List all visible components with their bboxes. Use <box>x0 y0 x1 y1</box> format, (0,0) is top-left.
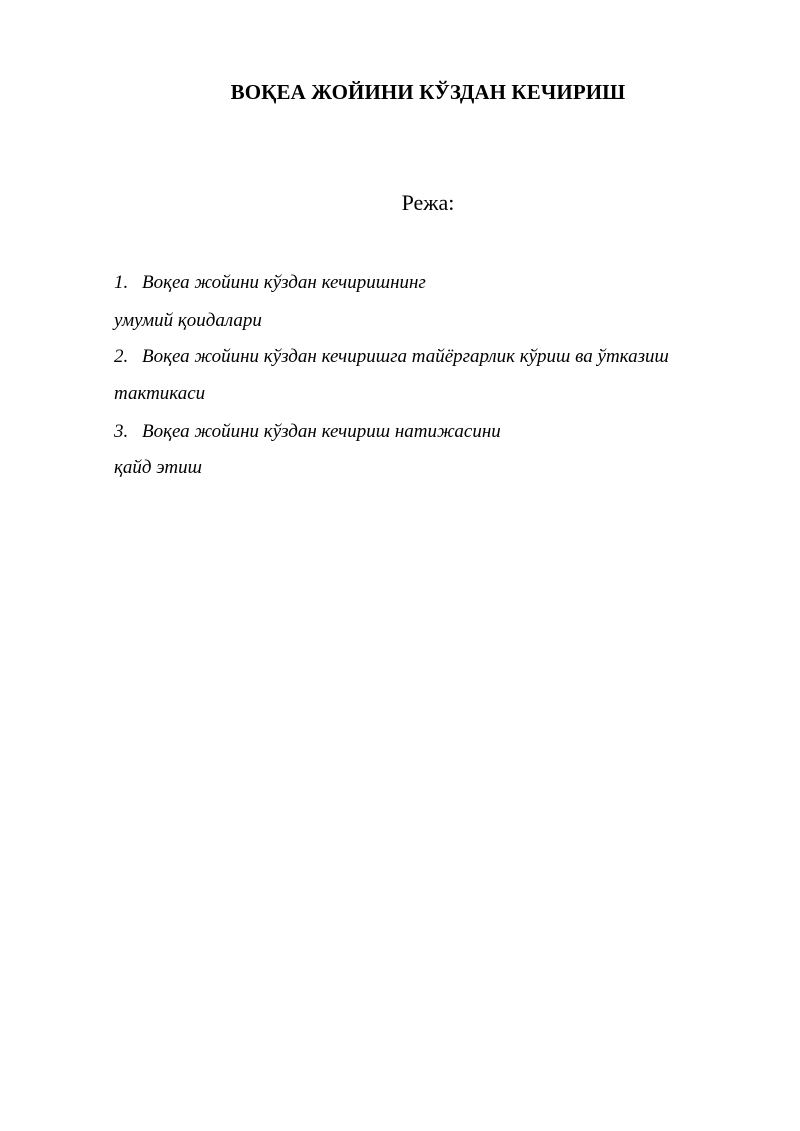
plan-item-2-number: 2. <box>114 346 129 367</box>
plan-item-1-continuation: умумий қоидалари <box>114 310 262 331</box>
plan-item-1-text: Воқеа жойини кўздан кечиришнинг <box>142 272 426 293</box>
plan-item-3-first-line <box>114 419 501 445</box>
plan-item-3-continuation: қайд этиш <box>114 457 202 478</box>
plan-item-1-number: 1. <box>114 272 129 293</box>
plan-item-2-continuation: тактикаси <box>114 383 206 404</box>
plan-item-2-first-line <box>114 344 669 370</box>
plan-item-3-number: 3. <box>114 421 129 442</box>
plan-item-3-text: Воқеа жойини кўздан кечириш натижасини <box>142 421 501 442</box>
plan-item-1-first-line <box>114 270 426 296</box>
plan-heading: Режа: <box>401 190 455 215</box>
document-title: ВОҚЕА ЖОЙИНИ КЎЗДАН КЕЧИРИШ <box>230 80 626 104</box>
plan-item-2-text: Воқеа жойини кўздан кечиришга тайёргарлик кўриш ва ўтказиш <box>142 346 669 367</box>
